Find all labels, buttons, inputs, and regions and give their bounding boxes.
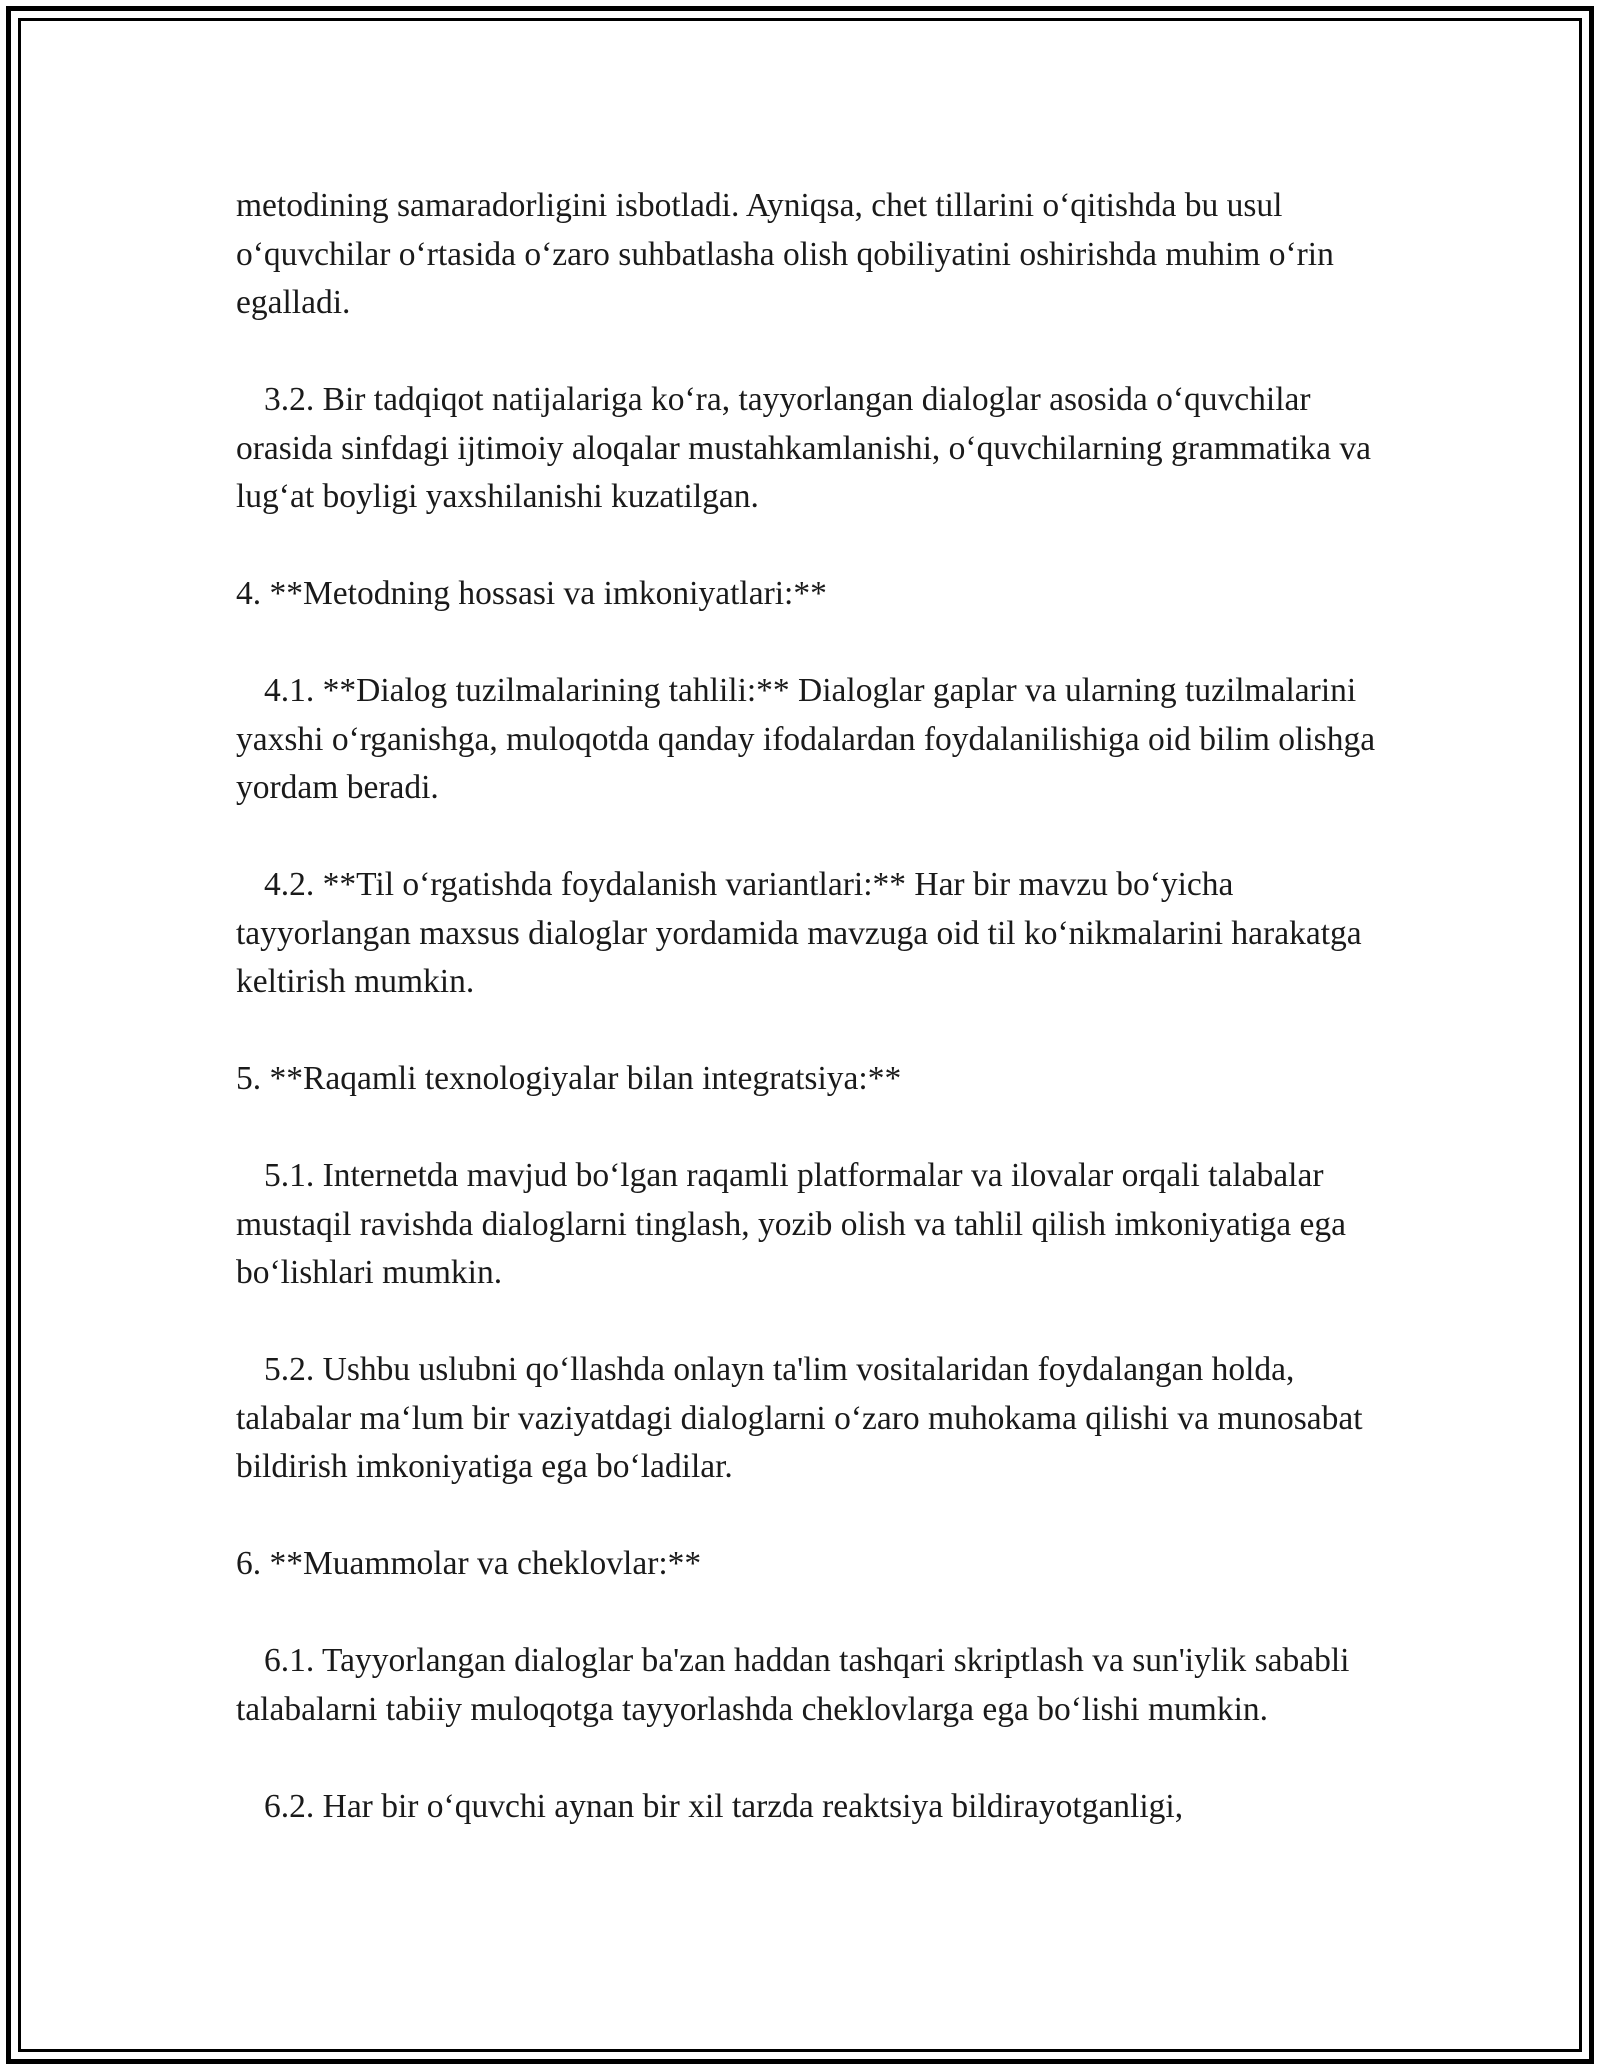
document-body bbox=[236, 182, 1386, 1831]
paragraph-5-2: 5.2. Ushbu uslubni qoʻllashda onlayn ta'lim vositalaridan foydalangan holda, talabalar maʻlum bir vaziyatdagi dialoglarni oʻzaro muhokama qilishi va munosabat bildirish imkoniyatiga ega boʻladilar. bbox=[236, 1351, 1363, 1485]
paragraph-6-2: 6.2. Har bir oʻquvchi aynan bir xil tarzda reaktsiya bildirayotganligi, bbox=[264, 1787, 1184, 1825]
paragraph-6-1: 6.1. Tayyorlangan dialoglar ba'zan haddan tashqari skriptlash va sun'iylik sababli talabalarni tabiiy muloqotga tayyorlashda cheklovlarga ega boʻlishi mumkin. bbox=[236, 1642, 1350, 1728]
section-heading-6: 6. **Muammolar va cheklovlar:** bbox=[236, 1545, 702, 1582]
paragraph-4-2: 4.2. **Til oʻrgatishda foydalanish variantlari:** Har bir mavzu boʻyicha tayyorlangan maxsus dialoglar yordamida mavzuga oid til koʻnikmalarini harakatga keltirish mumkin. bbox=[236, 866, 1362, 1000]
paragraph-intro-continuation: metodining samaradorligini isbotladi. Ayniqsa, chet tillarini oʻqitishda bu usul oʻquvchilar oʻrtasida oʻzaro suhbatlasha olish qobiliyatini oshirishda muhim oʻrin egalladi. bbox=[236, 187, 1334, 321]
section-heading-4: 4. **Metodning hossasi va imkoniyatlari:** bbox=[236, 575, 827, 612]
paragraph-5-1: 5.1. Internetda mavjud boʻlgan raqamli platformalar va ilovalar orqali talabalar mustaqil ravishda dialoglarni tinglash, yozib olish va tahlil qilish imkoniyatiga ega boʻlishlari mumkin. bbox=[236, 1157, 1346, 1291]
section-heading-5: 5. **Raqamli texnologiyalar bilan integratsiya:** bbox=[236, 1060, 902, 1097]
paragraph-4-1: 4.1. **Dialog tuzilmalarining tahlili:** Dialoglar gaplar va ularning tuzilmalarini yaxshi oʻrganishga, muloqotda qanday ifodalardan foydalanilishiga oid bilim olishga yordam beradi. bbox=[236, 672, 1376, 806]
paragraph-3-2: 3.2. Bir tadqiqot natijalariga koʻra, tayyorlangan dialoglar asosida oʻquvchilar orasida sinfdagi ijtimoiy aloqalar mustahkamlanishi, oʻquvchilarning grammatika va lugʻat boyligi yaxshilanishi kuzatilgan. bbox=[236, 381, 1371, 515]
